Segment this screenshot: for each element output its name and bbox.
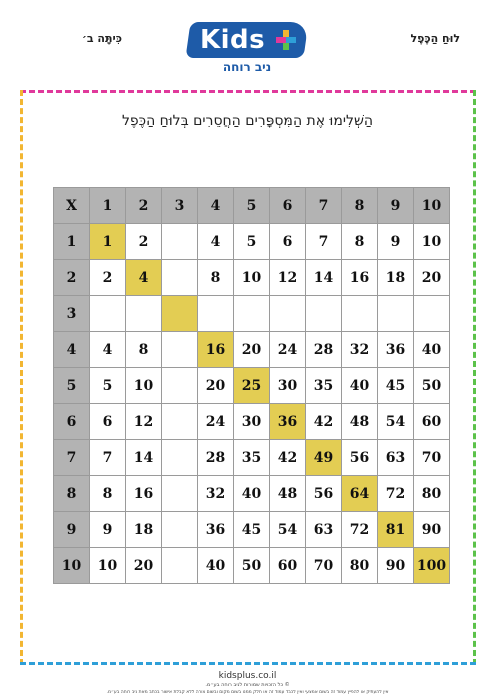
diagonal-cell: 81: [378, 512, 414, 548]
header-cell: 4: [198, 188, 234, 224]
header-cell: 9: [378, 188, 414, 224]
header-cell: 9: [54, 512, 90, 548]
table-cell: 10: [126, 368, 162, 404]
logo-subtitle: ניב רוחה: [222, 60, 272, 74]
blank-answer-cell[interactable]: [342, 296, 378, 332]
table-cell: 63: [306, 512, 342, 548]
table-row: [54, 512, 450, 548]
table-cell: 40: [234, 476, 270, 512]
footer-copyright: © כל הזכויות שמורות לניב רוחה בע״מ.: [205, 682, 290, 688]
table-cell: 36: [198, 512, 234, 548]
table-cell: 6: [270, 224, 306, 260]
table-cell: 8: [342, 224, 378, 260]
table-cell: 60: [270, 548, 306, 584]
blank-answer-cell[interactable]: [198, 296, 234, 332]
table-cell: 6: [90, 404, 126, 440]
diagonal-cell: 16: [198, 332, 234, 368]
diagonal-cell[interactable]: [162, 296, 198, 332]
table-cell: 90: [414, 512, 450, 548]
blank-answer-cell[interactable]: [162, 332, 198, 368]
header-cell: 4: [54, 332, 90, 368]
blank-answer-cell[interactable]: [378, 296, 414, 332]
table-cell: 72: [378, 476, 414, 512]
table-cell: 24: [198, 404, 234, 440]
worksheet-title: לוּחַ הַכֶּפֶל: [410, 32, 460, 45]
blank-answer-cell[interactable]: [126, 296, 162, 332]
diagonal-cell: 25: [234, 368, 270, 404]
table-cell: 9: [378, 224, 414, 260]
header-cell: 3: [54, 296, 90, 332]
table-cell: 30: [234, 404, 270, 440]
table-cell: 72: [342, 512, 378, 548]
table-cell: 20: [126, 548, 162, 584]
table-cell: 8: [198, 260, 234, 296]
blank-answer-cell[interactable]: [234, 296, 270, 332]
table-cell: 16: [342, 260, 378, 296]
table-cell: 60: [414, 404, 450, 440]
diagonal-cell: 100: [414, 548, 450, 584]
table-row: [54, 404, 450, 440]
header-cell: 10: [414, 188, 450, 224]
table-cell: 12: [270, 260, 306, 296]
table-cell: 40: [414, 332, 450, 368]
table-row: [54, 440, 450, 476]
header-cell: 2: [126, 188, 162, 224]
table-cell: 28: [198, 440, 234, 476]
diagonal-cell: 36: [270, 404, 306, 440]
table-cell: 50: [234, 548, 270, 584]
table-cell: 32: [342, 332, 378, 368]
table-cell: 45: [234, 512, 270, 548]
table-cell: 12: [126, 404, 162, 440]
frame-left-border: [20, 90, 23, 665]
header-cell: 1: [54, 224, 90, 260]
table-cell: 18: [378, 260, 414, 296]
header-cell: 1: [90, 188, 126, 224]
table-cell: 32: [198, 476, 234, 512]
table-cell: 42: [270, 440, 306, 476]
table-row: [54, 548, 450, 584]
table-cell: 56: [342, 440, 378, 476]
table-cell: 90: [378, 548, 414, 584]
table-cell: 5: [90, 368, 126, 404]
table-row: [54, 368, 450, 404]
table-cell: 4: [198, 224, 234, 260]
table-cell: 14: [306, 260, 342, 296]
table-cell: 5: [234, 224, 270, 260]
table-cell: 10: [414, 224, 450, 260]
table-cell: 50: [414, 368, 450, 404]
blank-answer-cell[interactable]: [162, 368, 198, 404]
table-cell: 24: [270, 332, 306, 368]
blank-answer-cell[interactable]: [90, 296, 126, 332]
blank-answer-cell[interactable]: [162, 260, 198, 296]
table-cell: 56: [306, 476, 342, 512]
table-cell: 28: [306, 332, 342, 368]
header-cell: 7: [306, 188, 342, 224]
header-cell: 6: [270, 188, 306, 224]
header-cell: 8: [342, 188, 378, 224]
blank-answer-cell[interactable]: [162, 476, 198, 512]
table-row: [54, 224, 450, 260]
table-cell: 10: [90, 548, 126, 584]
table-cell: 4: [90, 332, 126, 368]
table-cell: 8: [90, 476, 126, 512]
blank-answer-cell[interactable]: [162, 512, 198, 548]
table-cell: 2: [126, 224, 162, 260]
blank-answer-cell[interactable]: [162, 548, 198, 584]
blank-answer-cell[interactable]: [414, 296, 450, 332]
table-cell: 80: [342, 548, 378, 584]
diagonal-cell: 1: [90, 224, 126, 260]
diagonal-cell: 64: [342, 476, 378, 512]
diagonal-cell: 4: [126, 260, 162, 296]
table-cell: 40: [342, 368, 378, 404]
table-cell: 30: [270, 368, 306, 404]
blank-answer-cell[interactable]: [162, 404, 198, 440]
table-cell: 16: [126, 476, 162, 512]
table-row: [54, 260, 450, 296]
table-cell: 20: [198, 368, 234, 404]
table-row: [54, 476, 450, 512]
table-cell: 48: [342, 404, 378, 440]
header-cell: 6: [54, 404, 90, 440]
frame-bottom-border: [20, 662, 476, 665]
frame-right-border: [473, 90, 476, 665]
header-cell: X: [54, 188, 90, 224]
header-cell: 8: [54, 476, 90, 512]
table-row: [54, 188, 450, 224]
grade-label: כִּיתָּה ב׳: [82, 32, 122, 45]
table-cell: 14: [126, 440, 162, 476]
table-cell: 36: [378, 332, 414, 368]
instruction-text: הַשְׁלִימוּ אֶת הַמִּסְפָּרִים הַחֲסֵרִים בְּלוּחַ הַכֶּפֶל: [121, 113, 374, 129]
table-cell: 7: [306, 224, 342, 260]
kids-plus-logo: [188, 22, 308, 78]
plus-icon: [274, 28, 298, 52]
table-cell: 63: [378, 440, 414, 476]
diagonal-cell: 49: [306, 440, 342, 476]
blank-answer-cell[interactable]: [162, 440, 198, 476]
frame-top-border: [20, 90, 476, 93]
table-cell: 70: [414, 440, 450, 476]
logo-text: Kids: [200, 25, 266, 55]
table-cell: 80: [414, 476, 450, 512]
table-cell: 9: [90, 512, 126, 548]
table-cell: 8: [126, 332, 162, 368]
header-cell: 5: [54, 368, 90, 404]
blank-answer-cell[interactable]: [270, 296, 306, 332]
table-cell: 48: [270, 476, 306, 512]
table-cell: 42: [306, 404, 342, 440]
table-cell: 20: [414, 260, 450, 296]
table-row: [54, 296, 450, 332]
table-cell: 45: [378, 368, 414, 404]
table-cell: 35: [306, 368, 342, 404]
table-cell: 7: [90, 440, 126, 476]
footer-url: kidsplus.co.il: [218, 671, 277, 681]
table-row: [54, 332, 450, 368]
header-cell: 10: [54, 548, 90, 584]
table-cell: 10: [234, 260, 270, 296]
table-cell: 18: [126, 512, 162, 548]
multiplication-table: [53, 187, 450, 584]
header-cell: 2: [54, 260, 90, 296]
table-cell: 70: [306, 548, 342, 584]
table-cell: 35: [234, 440, 270, 476]
blank-answer-cell[interactable]: [306, 296, 342, 332]
header-cell: 3: [162, 188, 198, 224]
table-cell: 54: [270, 512, 306, 548]
table-cell: 2: [90, 260, 126, 296]
table-cell: 54: [378, 404, 414, 440]
header-cell: 7: [54, 440, 90, 476]
footer-legal: אין להעתיק או להפיץ עמוד זה בשום אמצעי ואין לכבד עמוד זה או חלק ממנו בשום מקום ובשום צורה ללא קבלת אישור בכתב מאת ניב רוחה בע״מ.: [106, 690, 389, 695]
table-cell: 20: [234, 332, 270, 368]
table-cell: 40: [198, 548, 234, 584]
blank-answer-cell[interactable]: [162, 224, 198, 260]
header-cell: 5: [234, 188, 270, 224]
